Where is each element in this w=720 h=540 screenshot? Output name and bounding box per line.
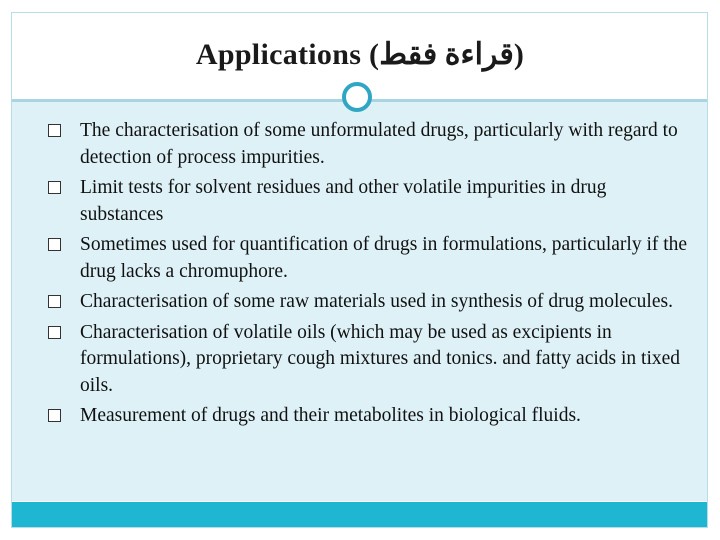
bullet-item <box>48 320 688 400</box>
bullet-item <box>48 289 688 316</box>
checkbox-icon <box>48 409 61 422</box>
bullet-text: Sometimes used for quantification of drugs in formulations, particularly if the drug lacks a chromuphore. <box>80 234 688 282</box>
bullet-item <box>48 403 688 430</box>
bullet-text: Limit tests for solvent residues and other volatile impurities in drug substances <box>80 177 607 225</box>
bullet-item <box>48 232 688 285</box>
checkbox-icon <box>48 238 61 251</box>
bullet-item <box>48 118 688 171</box>
bullet-text: Characterisation of volatile oils (which may be used as excipients in formulations), proprietary cough mixtures and tonics. and fatty acids in tixed oils. <box>80 321 681 396</box>
circle-ornament-icon <box>342 82 372 112</box>
bullet-text: The characterisation of some unformulated drugs, particularly with regard to detection of process impurities. <box>80 120 678 168</box>
checkbox-icon <box>48 181 61 194</box>
checkbox-icon <box>48 124 61 137</box>
bullet-item <box>48 175 688 228</box>
bottom-accent-bar <box>12 502 707 527</box>
checkbox-icon <box>48 326 61 339</box>
checkbox-icon <box>48 295 61 308</box>
bullet-text: Characterisation of some raw materials used in synthesis of drug molecules. <box>80 291 673 312</box>
bullet-text: Measurement of drugs and their metabolites in biological fluids. <box>80 405 581 426</box>
bullet-list <box>48 118 688 434</box>
slide-title: Applications (قراءة فقط) <box>195 38 525 71</box>
